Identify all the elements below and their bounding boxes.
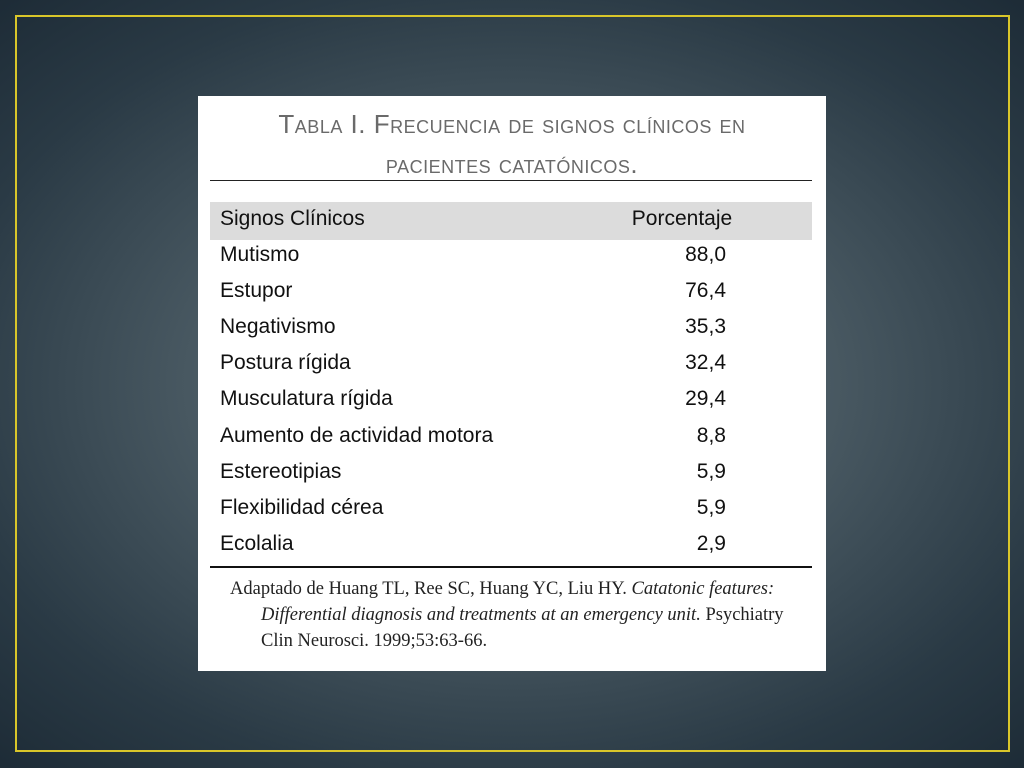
table-row-percent: 35,3 bbox=[685, 315, 726, 338]
source-title: Catatonic features: Differential diagnosis and treatments at an emergency unit. bbox=[261, 579, 775, 625]
table-row-sign: Aumento de actividad motora bbox=[220, 424, 494, 447]
table-row-sign: Estupor bbox=[220, 279, 293, 302]
header-signos-clinicos: Signos Clínicos bbox=[220, 207, 365, 230]
table-row-percent: 5,9 bbox=[696, 496, 726, 519]
table-row-percent: 5,9 bbox=[696, 460, 726, 483]
table-row-sign: Ecolalia bbox=[220, 532, 294, 555]
caption-line-2: pacientes catatónicos. bbox=[385, 149, 639, 179]
source-suffix: Psychiatry Clin Neurosci. 1999;53:63-66. bbox=[261, 605, 784, 651]
source-prefix: Adaptado de Huang TL, Ree SC, Huang YC, Liu HY. bbox=[230, 579, 632, 599]
table-figure bbox=[198, 96, 826, 671]
table-row-sign: Postura rígida bbox=[220, 351, 351, 374]
table-row-percent: 8,8 bbox=[696, 424, 726, 447]
table-row-sign: Flexibilidad cérea bbox=[220, 496, 384, 519]
table-row-sign: Musculatura rígida bbox=[220, 387, 393, 410]
table-row-sign: Estereotipias bbox=[220, 460, 342, 483]
table-bottom-rule bbox=[210, 566, 812, 568]
table-row-sign: Mutismo bbox=[220, 243, 300, 266]
table-row-percent: 2,9 bbox=[696, 532, 726, 555]
table-source-note bbox=[230, 576, 818, 654]
table-row-sign: Negativismo bbox=[220, 315, 336, 338]
table-row-percent: 88,0 bbox=[685, 243, 726, 266]
caption-line-1: Tabla I. Frecuencia de signos clínicos en bbox=[278, 109, 746, 139]
table-row-percent: 32,4 bbox=[685, 351, 726, 374]
table-row-percent: 29,4 bbox=[685, 387, 726, 410]
table-caption bbox=[210, 104, 814, 184]
header-porcentaje: Porcentaje bbox=[631, 207, 733, 230]
table-row-percent: 76,4 bbox=[685, 279, 726, 302]
caption-divider bbox=[210, 180, 812, 181]
